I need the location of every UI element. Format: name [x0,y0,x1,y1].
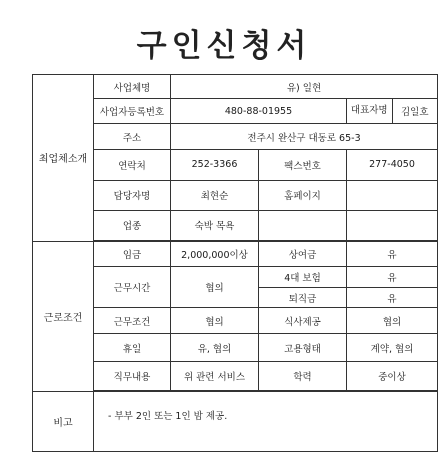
table-row [33,75,438,99]
homepage-label: 홈페이지 [259,180,347,210]
conditions-value: 협의 [171,308,259,334]
holiday-value: 유, 협의 [171,334,259,362]
hours-value: 협의 [171,266,259,307]
meals-label: 식사제공 [259,308,347,334]
table-row [33,210,438,240]
insurance-label: 4대 보험 [259,266,347,287]
severance-value: 유 [347,288,438,308]
table-row [33,124,438,150]
phone-label: 연락처 [94,150,171,180]
holiday-label: 휴일 [94,334,171,362]
phone-value: 252-3366 [171,150,259,180]
duties-value: 위 관련 서비스 [171,362,259,390]
notes-value: - 부부 2인 또는 1인 밤 제공. [94,391,438,451]
meals-value: 협의 [347,308,438,334]
ceo-label: 대표자명 [347,99,393,123]
reg-no-label: 사업자등록번호 [94,99,171,124]
notes-label: 비고 [33,391,94,451]
bonus-label: 상여금 [259,241,347,266]
employment-type-label: 고용형태 [259,334,347,362]
industry-empty-cell [259,210,347,240]
table-row [33,266,438,287]
education-label: 학력 [259,362,347,390]
table-row [33,308,438,334]
table-row [33,180,438,210]
table-row [33,334,438,362]
hours-label: 근무시간 [94,266,171,307]
wage-value: 2,000,000이상 [171,241,259,266]
insurance-value: 유 [347,266,438,287]
table-row [33,391,438,451]
ceo-cell [347,99,438,124]
employment-type-value: 계약, 협의 [347,334,438,362]
homepage-value [347,180,438,210]
table-row [33,362,438,390]
industry-empty-cell [347,210,438,240]
company-name-label: 사업체명 [94,75,171,99]
table-row [33,241,438,266]
duties-label: 직무내용 [94,362,171,390]
company-section-label: 최업체소개 [33,75,94,242]
education-value: 중이상 [347,362,438,390]
fax-value: 277-4050 [347,150,438,180]
ceo-value: 김일호 [401,107,429,119]
application-table [32,74,438,452]
manager-label: 담당자명 [94,180,171,210]
page-title: 구인신청서 [136,28,312,64]
address-label: 주소 [94,124,171,150]
wage-label: 임금 [94,241,171,266]
table-row [33,99,438,124]
company-name-value: 유) 일현 [171,75,438,99]
industry-value: 숙박 목욕 [171,210,259,240]
manager-value: 최현순 [171,180,259,210]
bonus-value: 유 [347,241,438,266]
conditions-label: 근무조건 [94,308,171,334]
table-row [33,150,438,180]
work-section-label: 근로조건 [33,241,94,391]
reg-no-value: 480-88-01955 [171,99,347,124]
fax-label: 팩스번호 [259,150,347,180]
severance-label: 퇴직금 [259,288,347,308]
industry-label: 업종 [94,210,171,240]
address-value: 전주시 완산구 대동로 65-3 [171,124,438,150]
